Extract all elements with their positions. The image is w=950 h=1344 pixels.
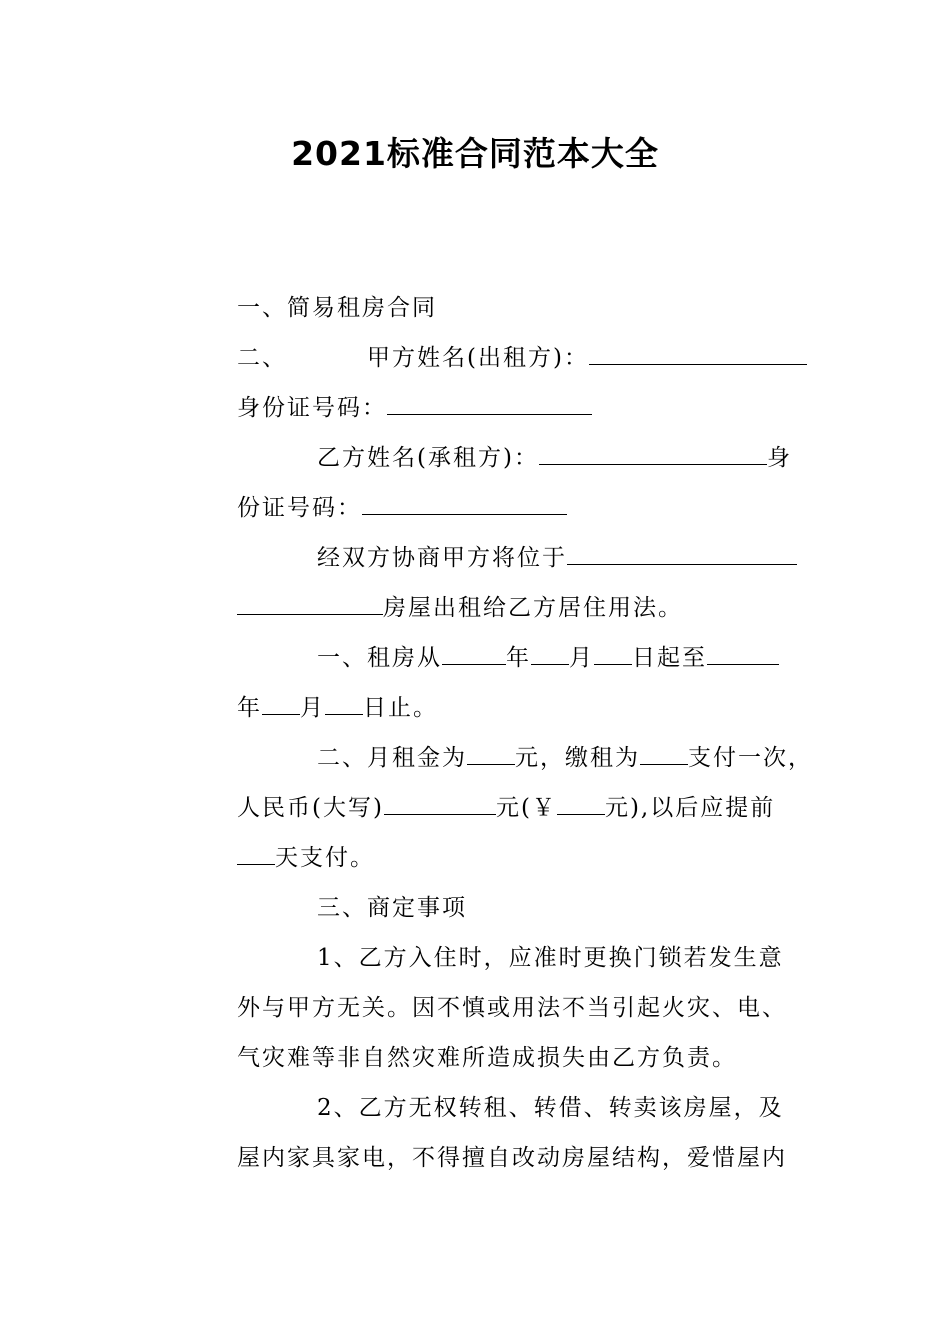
property-location-blank: [567, 534, 797, 565]
party-a-name-blank: [589, 334, 807, 365]
party-b-name-blank: [539, 434, 767, 465]
text-line-12: 天支付。: [237, 833, 809, 883]
text-line-9: 年 月 日止。: [237, 683, 809, 733]
party-b-id-label: 份证号码：: [237, 495, 362, 521]
text-line-13: [237, 883, 809, 933]
text-line-14: 1、乙方入住时，应准时更换门锁若发生意: [317, 945, 784, 971]
property-location-blank-2: [237, 584, 383, 615]
text-line-1: [237, 283, 809, 333]
text-line-6: 经双方协商甲方将位于: [237, 533, 809, 583]
start-year-blank: [442, 634, 506, 665]
party-b-name-label: 乙方姓名(承租方)：: [317, 445, 539, 471]
text-line-17: 2、乙方无权转租、转借、转卖该房屋，及: [317, 1095, 784, 1121]
text-line-4: 乙方姓名(承租方)： 身: [237, 433, 809, 483]
end-month-blank: [262, 684, 300, 715]
text-line-5: [237, 483, 809, 533]
text-line-7: 房屋出租给乙方居住用法。: [237, 583, 809, 633]
rent-amount-blank: [557, 784, 605, 815]
page-title: 2021标准合同范本大全: [291, 134, 659, 173]
start-month-blank: [531, 634, 569, 665]
start-day-blank: [594, 634, 632, 665]
text-line-18: 屋内家具家电，不得擅自改动房屋结构，爱惜屋内: [237, 1145, 787, 1171]
party-a-id-label: 身份证号码：: [237, 395, 387, 421]
party-a-id-blank: [387, 384, 592, 415]
monthly-rent-blank: [467, 734, 515, 765]
text-line-16: 气灾难等非自然灾难所造成损失由乙方负责。: [237, 1045, 737, 1071]
section-heading-3: 三、商定事项: [317, 895, 467, 921]
text-line-11: 人民币(大写) 元(￥ 元),以后应提前: [237, 783, 809, 833]
end-year-blank: [707, 634, 779, 665]
text-line-8: 一、租房从 年 月 日起至: [237, 633, 809, 683]
text-line-15: 外与甲方无关。因不慎或用法不当引起火灾、电、: [237, 995, 787, 1021]
text-line-2: 二、 甲方姓名(出租方)：: [237, 333, 809, 383]
text-line-3: [237, 383, 809, 433]
payment-period-blank: [640, 734, 688, 765]
text-line-10: 二、月租金为 元，缴租为 支付一次，: [237, 733, 809, 783]
party-b-id-blank: [362, 484, 567, 515]
rent-uppercase-blank: [384, 784, 496, 815]
end-day-blank: [325, 684, 363, 715]
section-heading: 一、简易租房合同: [237, 295, 437, 321]
advance-days-blank: [237, 834, 275, 865]
party-a-name-label: 甲方姓名(出租方)：: [367, 345, 589, 371]
contract-body: [237, 283, 813, 1183]
